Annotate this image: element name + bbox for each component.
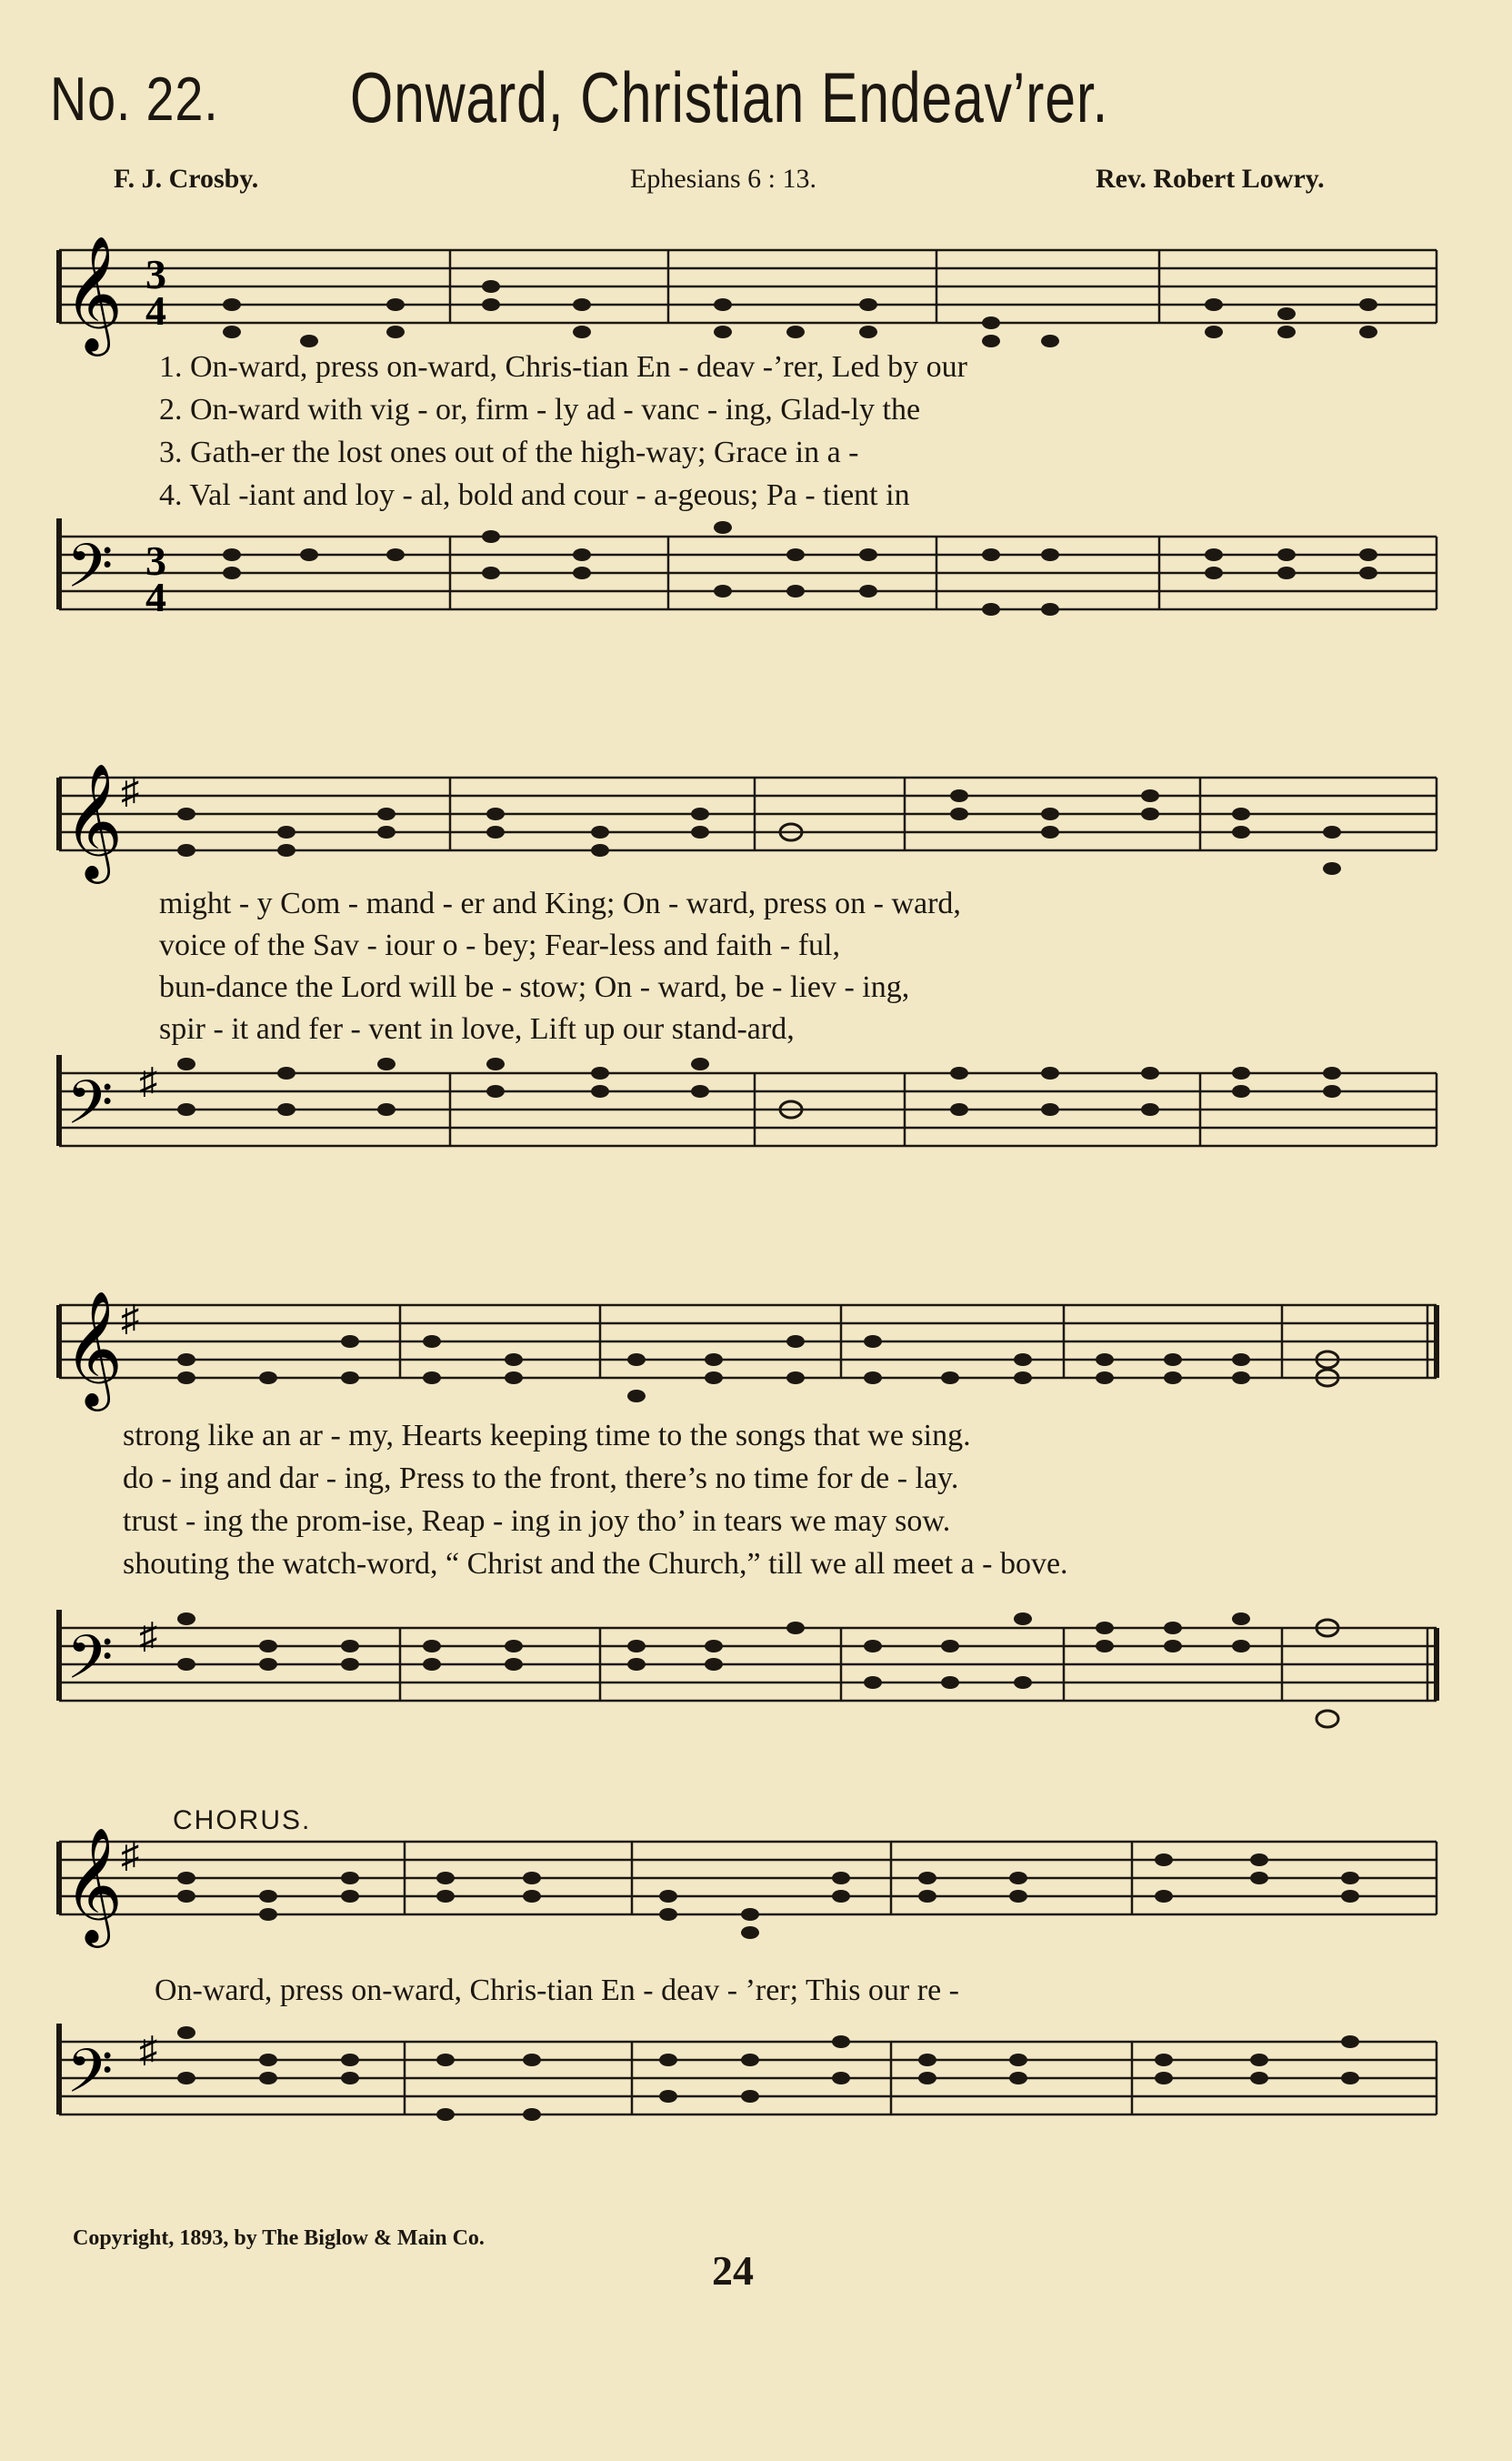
svg-text:♯: ♯ (121, 770, 139, 811)
page-number: 24 (712, 2247, 754, 2294)
hymn-number: No. 22. (50, 65, 219, 134)
svg-text:♯: ♯ (121, 1298, 139, 1339)
lyric-line: 2. On-ward with vig - or, firm - ly ad - vanc - ing, Glad-ly the (159, 393, 921, 427)
svg-text:𝄢: 𝄢 (66, 1622, 114, 1707)
bass-staff (50, 1610, 1441, 1801)
svg-text:♯: ♯ (139, 1615, 157, 1656)
svg-text:4: 4 (145, 574, 166, 620)
composer-credit: Rev. Robert Lowry. (1096, 164, 1325, 194)
copyright-notice: Copyright, 1893, by The Biglow & Main Co. (73, 2226, 485, 2250)
lyric-line: 3. Gath-er the lost ones out of the high-way; Grace in a - (159, 436, 859, 469)
lyric-line: spir - it and fer - vent in love, Lift up our stand-ard, (159, 1012, 795, 1046)
treble-staff (50, 1287, 1441, 1432)
music-system-2 (50, 755, 1441, 1228)
lyric-line: 1. On-ward, press on-ward, Chris-tian En - deav -’rer, Led by our (159, 350, 967, 384)
svg-text:3: 3 (145, 251, 166, 297)
lyric-line: do - ing and dar - ing, Press to the front, there’s no time for de - lay. (123, 1462, 959, 1495)
svg-text:𝄢: 𝄢 (66, 531, 114, 616)
lyric-line: strong like an ar - my, Hearts keeping time to the songs that we sing. (123, 1419, 971, 1452)
lyric-line: might - y Com - mand - er and King; On - ward, press on - ward, (159, 887, 961, 920)
chorus-label: CHORUS. (173, 1805, 312, 1835)
svg-text:𝄢: 𝄢 (66, 1068, 114, 1152)
lyric-line: trust - ing the prom-ise, Reap - ing in joy tho’ in tears we may sow. (123, 1504, 951, 1538)
svg-text:𝄞: 𝄞 (64, 1826, 124, 1943)
scripture-reference: Ephesians 6 : 13. (630, 164, 816, 194)
svg-text:4: 4 (145, 287, 166, 334)
music-system-1 (50, 218, 1441, 691)
svg-text:𝄞: 𝄞 (64, 235, 124, 351)
svg-text:♯: ♯ (139, 2029, 157, 2070)
lyric-line: voice of the Sav - iour o - bey; Fear-less and faith - ful, (159, 929, 840, 962)
svg-text:𝄢: 𝄢 (66, 2036, 114, 2121)
treble-staff (50, 759, 1441, 905)
treble-staff (50, 1823, 1441, 1969)
svg-text:♯: ♯ (139, 1060, 157, 1101)
svg-text:3: 3 (145, 537, 166, 584)
lyric-line: shouting the watch-word, “ Christ and the Church,” till we all meet a - bove. (123, 1547, 1068, 1581)
music-system-chorus (50, 1805, 1441, 2187)
bass-staff (50, 518, 1441, 700)
lyric-line: On-ward, press on-ward, Chris-tian En - deav - ’rer; This our re - (155, 1974, 959, 2007)
bass-staff (50, 1055, 1441, 1237)
hymn-title: Onward, Christian Endeav’rer. (350, 57, 1109, 137)
author-credit: F. J. Crosby. (114, 164, 259, 194)
bass-staff (50, 2024, 1441, 2187)
lyric-line: 4. Val -iant and loy - al, bold and cour - a-geous; Pa - tient in (159, 478, 910, 512)
svg-text:𝄞: 𝄞 (64, 762, 124, 879)
lyric-line: bun-dance the Lord will be - stow; On - ward, be - liev - ing, (159, 970, 910, 1004)
music-system-3 (50, 1282, 1441, 1792)
svg-text:𝄞: 𝄞 (64, 1290, 124, 1406)
svg-text:♯: ♯ (121, 1834, 139, 1875)
